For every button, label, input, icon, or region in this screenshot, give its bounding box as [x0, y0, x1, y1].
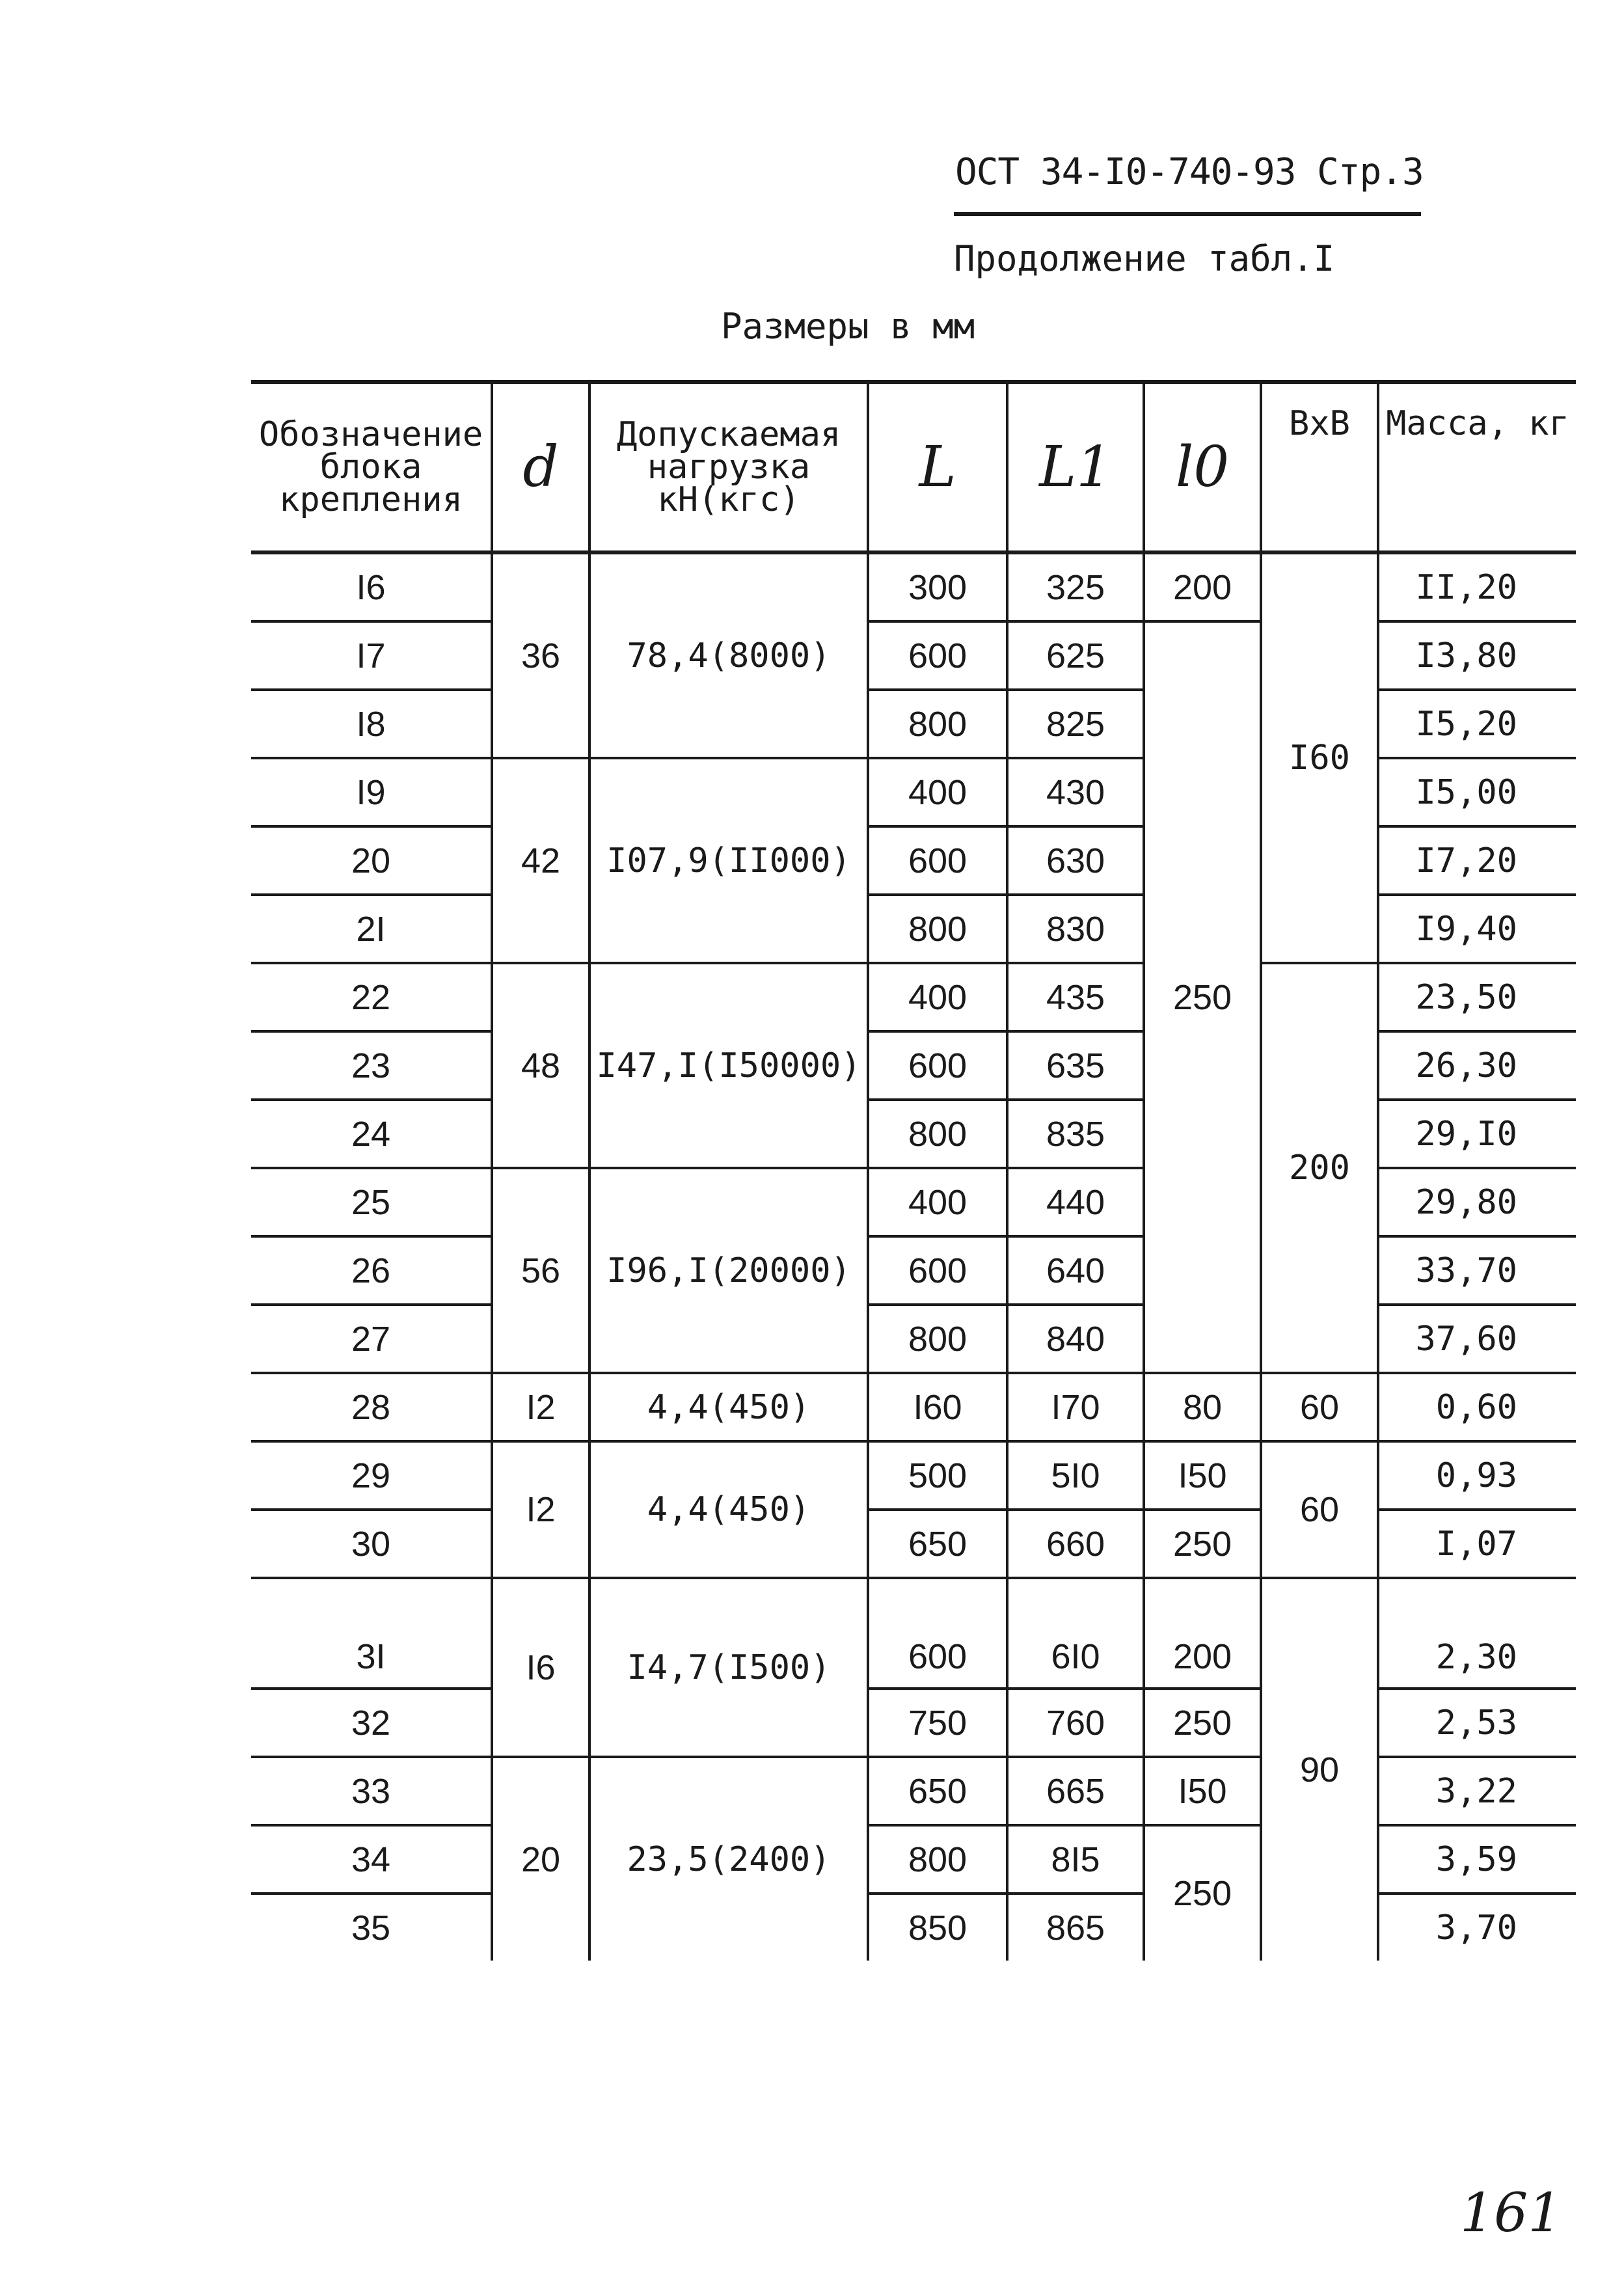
designation-cell: I9 [251, 758, 492, 826]
designation-cell: 28 [251, 1373, 492, 1441]
L1-cell: 640 [1007, 1236, 1144, 1305]
mass-cell: 3,70 [1378, 1894, 1576, 1961]
designation-cell: 35 [251, 1894, 492, 1961]
L1-cell: 665 [1007, 1757, 1144, 1825]
mass-cell: 26,30 [1378, 1031, 1576, 1100]
L-cell: 400 [868, 1168, 1007, 1236]
d-cell: 42 [492, 758, 589, 963]
mass-cell: 33,70 [1378, 1236, 1576, 1305]
L-cell: 600 [868, 1031, 1007, 1100]
L-cell: 600 [868, 826, 1007, 895]
header-load: Допускаемая нагрузка кН(кгс) [589, 382, 868, 552]
mounting-block-table [251, 380, 1576, 1961]
table-row [251, 1578, 1576, 1689]
L-cell: 400 [868, 758, 1007, 826]
designation-cell: 26 [251, 1236, 492, 1305]
bxb-cell: 200 [1261, 963, 1378, 1373]
bxb-cell: 90 [1261, 1578, 1378, 1961]
L-cell: 800 [868, 1825, 1007, 1894]
L-cell: 650 [868, 1510, 1007, 1578]
header-d: d [492, 382, 589, 552]
designation-cell: 32 [251, 1689, 492, 1757]
d-cell: I2 [492, 1373, 589, 1441]
designation-cell: 25 [251, 1168, 492, 1236]
mass-cell: I5,20 [1378, 690, 1576, 758]
mass-cell: I,07 [1378, 1510, 1576, 1578]
L1-cell: 6I0 [1007, 1578, 1144, 1689]
table-row [251, 963, 1576, 1031]
designation-cell: 24 [251, 1100, 492, 1168]
d-cell: 56 [492, 1168, 589, 1373]
l0-cell: 250 [1144, 1510, 1261, 1578]
mass-cell: I9,40 [1378, 895, 1576, 963]
L-cell: 850 [868, 1894, 1007, 1961]
mass-cell: 2,53 [1378, 1689, 1576, 1757]
L-cell: 800 [868, 690, 1007, 758]
designation-cell: 30 [251, 1510, 492, 1578]
L1-cell: 865 [1007, 1894, 1144, 1961]
L-cell: 800 [868, 1100, 1007, 1168]
mass-cell: I3,80 [1378, 621, 1576, 690]
l0-cell: 250 [1144, 1825, 1261, 1961]
L-cell: 800 [868, 1305, 1007, 1373]
header-designation: Обозначение блока крепления [251, 382, 492, 552]
mass-cell: 2,30 [1378, 1578, 1576, 1689]
l0-cell: 250 [1144, 1689, 1261, 1757]
table-continuation-caption: Продолжение табл.I [954, 238, 1335, 279]
L-cell: 650 [868, 1757, 1007, 1825]
l0-cell: 200 [1144, 1578, 1261, 1689]
table-row [251, 1441, 1576, 1510]
d-cell: I2 [492, 1441, 589, 1578]
L1-cell: 830 [1007, 895, 1144, 963]
bxb-cell: I60 [1261, 552, 1378, 963]
L1-cell: 760 [1007, 1689, 1144, 1757]
L1-cell: 8I5 [1007, 1825, 1144, 1894]
L-cell: 800 [868, 895, 1007, 963]
designation-cell: 34 [251, 1825, 492, 1894]
mass-cell: 23,50 [1378, 963, 1576, 1031]
l0-cell: 250 [1144, 621, 1261, 1373]
mass-cell: 0,60 [1378, 1373, 1576, 1441]
L1-cell: 5I0 [1007, 1441, 1144, 1510]
mass-cell: 3,22 [1378, 1757, 1576, 1825]
mass-cell: 0,93 [1378, 1441, 1576, 1510]
mass-cell: I5,00 [1378, 758, 1576, 826]
mass-cell: 37,60 [1378, 1305, 1576, 1373]
header-rule [954, 212, 1421, 216]
load-cell: I07,9(II000) [589, 758, 868, 963]
d-cell: 48 [492, 963, 589, 1168]
mass-cell: 29,80 [1378, 1168, 1576, 1236]
load-cell: I96,I(20000) [589, 1168, 868, 1373]
L1-cell: I70 [1007, 1373, 1144, 1441]
L-cell: 600 [868, 1578, 1007, 1689]
d-cell: 20 [492, 1757, 589, 1961]
l0-cell: 200 [1144, 552, 1261, 621]
L1-cell: 840 [1007, 1305, 1144, 1373]
L-cell: 300 [868, 552, 1007, 621]
L1-cell: 630 [1007, 826, 1144, 895]
bxb-cell: 60 [1261, 1441, 1378, 1578]
d-cell: I6 [492, 1578, 589, 1757]
header-l0: l0 [1144, 382, 1261, 552]
table-row [251, 552, 1576, 621]
L-cell: 400 [868, 963, 1007, 1031]
load-cell: 23,5(2400) [589, 1757, 868, 1961]
header-L1: L1 [1007, 382, 1144, 552]
l0-cell: 80 [1144, 1373, 1261, 1441]
d-cell: 36 [492, 552, 589, 758]
L1-cell: 660 [1007, 1510, 1144, 1578]
l0-cell: I50 [1144, 1441, 1261, 1510]
L1-cell: 635 [1007, 1031, 1144, 1100]
header-mass: Масса, кг [1378, 382, 1576, 552]
L-cell: 750 [868, 1689, 1007, 1757]
L1-cell: 835 [1007, 1100, 1144, 1168]
designation-cell: 29 [251, 1441, 492, 1510]
designation-cell: 23 [251, 1031, 492, 1100]
table-row [251, 1373, 1576, 1441]
mass-cell: 3,59 [1378, 1825, 1576, 1894]
units-caption: Размеры в мм [721, 306, 975, 347]
designation-cell: 22 [251, 963, 492, 1031]
L1-cell: 825 [1007, 690, 1144, 758]
mass-cell: 29,I0 [1378, 1100, 1576, 1168]
load-cell: I4,7(I500) [589, 1578, 868, 1757]
load-cell: 4,4(450) [589, 1373, 868, 1441]
table-header-row [251, 382, 1576, 552]
L-cell: 600 [868, 621, 1007, 690]
L1-cell: 625 [1007, 621, 1144, 690]
designation-cell: 20 [251, 826, 492, 895]
load-cell: 78,4(8000) [589, 552, 868, 758]
L-cell: I60 [868, 1373, 1007, 1441]
L1-cell: 325 [1007, 552, 1144, 621]
designation-cell: 33 [251, 1757, 492, 1825]
designation-cell: I7 [251, 621, 492, 690]
mass-cell: II,20 [1378, 552, 1576, 621]
L1-cell: 435 [1007, 963, 1144, 1031]
L1-cell: 440 [1007, 1168, 1144, 1236]
designation-cell: 2I [251, 895, 492, 963]
L-cell: 500 [868, 1441, 1007, 1510]
l0-cell: I50 [1144, 1757, 1261, 1825]
header-L: L [868, 382, 1007, 552]
header-bxb: ВхВ [1261, 382, 1378, 552]
bxb-cell: 60 [1261, 1373, 1378, 1441]
designation-cell: I6 [251, 552, 492, 621]
designation-cell: 3I [251, 1578, 492, 1689]
mass-cell: I7,20 [1378, 826, 1576, 895]
load-cell: 4,4(450) [589, 1441, 868, 1578]
L-cell: 600 [868, 1236, 1007, 1305]
load-cell: I47,I(I50000) [589, 963, 868, 1168]
page-number: 161 [1460, 2182, 1562, 2244]
document-code: ОСТ 34-I0-740-93 Стр.3 [955, 151, 1424, 193]
L1-cell: 430 [1007, 758, 1144, 826]
designation-cell: 27 [251, 1305, 492, 1373]
designation-cell: I8 [251, 690, 492, 758]
